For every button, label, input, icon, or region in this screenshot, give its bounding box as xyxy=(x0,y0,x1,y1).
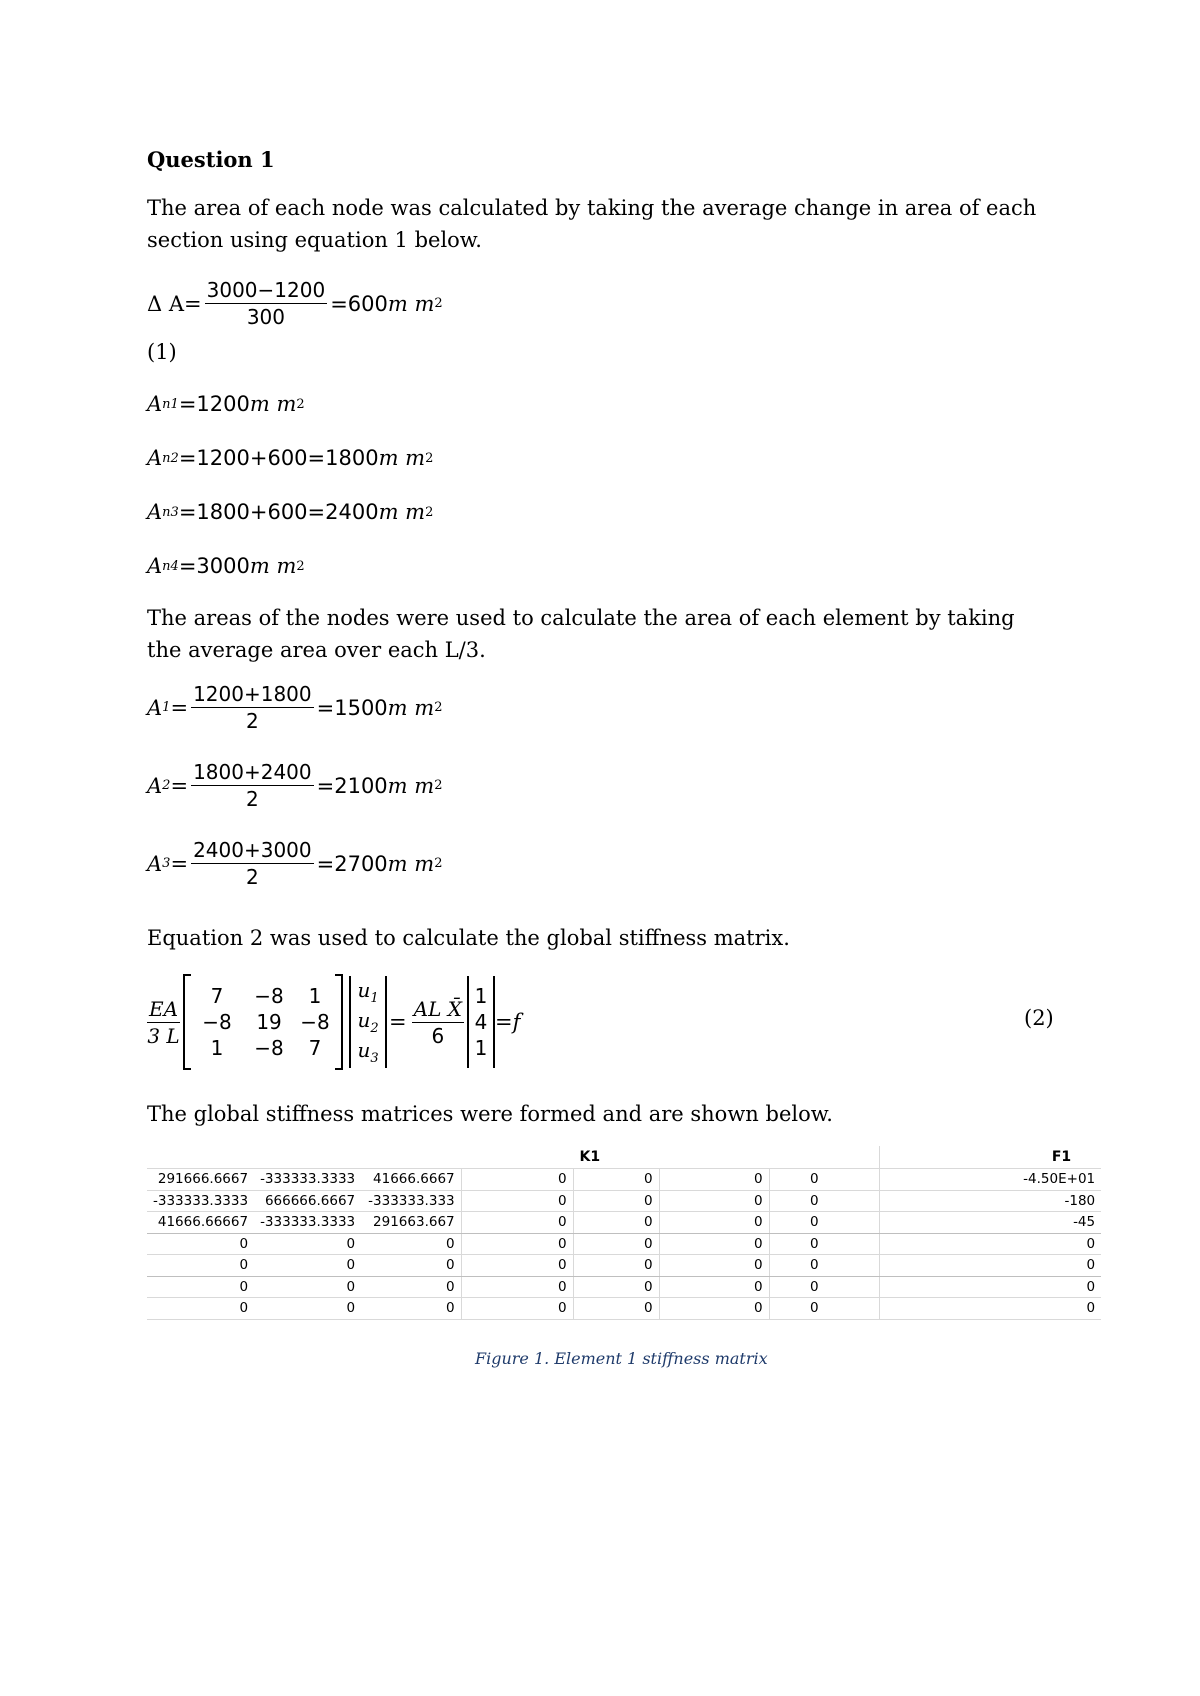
table-cell: 0 xyxy=(361,1298,461,1320)
figure-caption: Figure 1. Element 1 stiffness matrix xyxy=(475,1349,768,1368)
stiffness-table xyxy=(147,1146,1101,1320)
table-cell: -333333.3333 xyxy=(254,1212,361,1234)
eq1-unit: m m xyxy=(387,291,435,316)
node-area-expression: =3000 xyxy=(178,554,250,578)
eq1-number: (1) xyxy=(147,340,177,364)
node-area-exponent: 2 xyxy=(296,396,305,412)
eq2-rhs-denominator: 6 xyxy=(431,1023,445,1048)
table-cell: 0 xyxy=(461,1169,573,1191)
matrix-right-bracket xyxy=(335,974,343,1070)
table-cell: 0 xyxy=(769,1233,879,1255)
matrix-cell: 1 xyxy=(210,1036,224,1060)
table-cell: 0 xyxy=(573,1255,659,1277)
element-area-2 xyxy=(147,760,442,811)
table-row xyxy=(147,1212,1101,1234)
element-area-symbol: A xyxy=(147,773,163,798)
table-cell: 0 xyxy=(659,1212,769,1234)
matrix-cell: −8 xyxy=(300,1010,330,1034)
table-row xyxy=(147,1233,1101,1255)
matrix-cell: 7 xyxy=(210,984,224,1008)
element-area-equals: = xyxy=(170,851,189,876)
element-area-denominator: 2 xyxy=(245,787,259,811)
vector-u-cell: $u_1$ xyxy=(357,978,379,1006)
table-row xyxy=(147,1276,1101,1298)
node-area-subscript: n2 xyxy=(162,450,179,466)
table-cell: 0 xyxy=(573,1190,659,1212)
node-area-subscript: n4 xyxy=(162,558,179,574)
matrix-cell: 7 xyxy=(308,1036,322,1060)
table-cell: 0 xyxy=(461,1212,573,1234)
eq2-number: (2) xyxy=(1024,1006,1054,1030)
table-cell: 0 xyxy=(461,1276,573,1298)
table-cell: 0 xyxy=(147,1298,254,1320)
eq1-result: =600 xyxy=(330,291,388,316)
node-area-exponent: 2 xyxy=(296,558,305,574)
eq1-lhs: Δ A xyxy=(147,291,185,316)
node-area-expression: =1200+600=1800 xyxy=(178,446,379,470)
node-area-unit: m m xyxy=(378,500,426,524)
load-vector-cell: 1 xyxy=(474,984,488,1008)
element-area-denominator: 2 xyxy=(245,709,259,733)
stiffness-matrix xyxy=(191,984,335,1060)
table-cell: 0 xyxy=(573,1276,659,1298)
table-row xyxy=(147,1190,1101,1212)
table-cell: -45 xyxy=(879,1212,1101,1234)
table-cell: 0 xyxy=(147,1276,254,1298)
table-cell: 0 xyxy=(659,1190,769,1212)
element-area-equals: = xyxy=(170,695,189,720)
table-row xyxy=(147,1255,1101,1277)
node-area-symbol: A xyxy=(147,554,163,578)
node-area-expression: =1200 xyxy=(178,392,250,416)
table-cell: 0 xyxy=(879,1298,1101,1320)
stiffness-table-container xyxy=(147,1146,1101,1320)
node-area-subscript: n1 xyxy=(162,396,179,412)
table-cell: 0 xyxy=(254,1255,361,1277)
stiffness-paragraph: Equation 2 was used to calculate the global stiffness matrix. xyxy=(147,926,790,950)
table-cell: 0 xyxy=(254,1276,361,1298)
element-area-1 xyxy=(147,682,442,733)
node-area-symbol: A xyxy=(147,446,163,470)
table-cell: 0 xyxy=(573,1233,659,1255)
table-cell: 0 xyxy=(769,1169,879,1191)
k1-header: K1 xyxy=(147,1146,879,1169)
eq2-coefficient xyxy=(147,997,180,1048)
eq1-unit-exponent: 2 xyxy=(434,296,443,311)
load-vector-cell: 1 xyxy=(474,1036,488,1060)
matrix-left-bracket xyxy=(183,974,191,1070)
table-cell: 0 xyxy=(659,1276,769,1298)
element-area-result: =2100 xyxy=(316,773,388,798)
element-area-numerator: 1200+1800 xyxy=(193,682,312,706)
displacement-vector xyxy=(349,976,387,1068)
table-cell: 0 xyxy=(879,1233,1101,1255)
table-cell: -180 xyxy=(879,1190,1101,1212)
table-cell: 291666.6667 xyxy=(147,1169,254,1191)
table-cell: -333333.333 xyxy=(361,1190,461,1212)
node-area-expression: =1800+600=2400 xyxy=(178,500,379,524)
eq2-tail: =f xyxy=(494,1010,521,1034)
node-area-unit: m m xyxy=(249,554,297,578)
table-cell: 0 xyxy=(659,1169,769,1191)
eq2-rhs-coefficient xyxy=(412,997,464,1048)
matrix-cell: −8 xyxy=(254,1036,284,1060)
element-area-paragraph: The areas of the nodes were used to calculate the area of each element by taking the average area over each L/3. xyxy=(147,606,1015,662)
node-area-exponent: 2 xyxy=(425,450,434,466)
table-cell: 0 xyxy=(361,1276,461,1298)
table-cell: 0 xyxy=(659,1233,769,1255)
question-heading: Question 1 xyxy=(147,147,275,172)
table-cell: 41666.6667 xyxy=(361,1169,461,1191)
table-cell: 0 xyxy=(769,1298,879,1320)
table-cell: 0 xyxy=(879,1255,1101,1277)
element-area-3 xyxy=(147,838,442,889)
table-cell: 0 xyxy=(361,1233,461,1255)
eq1-fraction xyxy=(205,278,328,329)
element-area-subscript: 1 xyxy=(162,700,171,715)
table-cell: 0 xyxy=(573,1169,659,1191)
table-cell: 0 xyxy=(254,1233,361,1255)
table-cell: 0 xyxy=(769,1190,879,1212)
table-cell: 0 xyxy=(769,1212,879,1234)
vector-u-cell: $u_2$ xyxy=(357,1008,379,1036)
eq2-rhs-numerator: AL X̄ xyxy=(413,996,462,1021)
table-body xyxy=(147,1169,1101,1320)
element-area-result: =1500 xyxy=(316,695,388,720)
matrix-cell: 1 xyxy=(308,984,322,1008)
node-area-2 xyxy=(147,446,433,470)
element-area-exponent: 2 xyxy=(434,778,443,793)
table-cell: -333333.3333 xyxy=(147,1190,254,1212)
table-cell: 0 xyxy=(147,1255,254,1277)
element-area-unit: m m xyxy=(387,851,435,876)
load-vector-cell: 4 xyxy=(474,1010,488,1034)
element-area-equals: = xyxy=(170,773,189,798)
table-cell: 0 xyxy=(659,1255,769,1277)
element-area-unit: m m xyxy=(387,695,435,720)
element-area-exponent: 2 xyxy=(434,700,443,715)
table-cell: 0 xyxy=(573,1298,659,1320)
node-area-4 xyxy=(147,554,305,578)
eq2-coef-numerator: EA xyxy=(149,996,179,1021)
table-cell: 0 xyxy=(461,1298,573,1320)
table-row xyxy=(147,1169,1101,1191)
table-cell: 0 xyxy=(461,1255,573,1277)
eq2-equals: = xyxy=(389,1010,407,1034)
table-cell: 0 xyxy=(461,1233,573,1255)
node-area-exponent: 2 xyxy=(425,504,434,520)
table-cell: 291663.667 xyxy=(361,1212,461,1234)
matrix-cell: −8 xyxy=(202,1010,232,1034)
f1-header: F1 xyxy=(879,1146,1101,1169)
node-area-3 xyxy=(147,500,433,524)
eq1-denominator: 300 xyxy=(246,305,285,329)
node-area-unit: m m xyxy=(378,446,426,470)
table-cell: 0 xyxy=(769,1276,879,1298)
element-area-numerator: 2400+3000 xyxy=(193,838,312,862)
element-area-fraction xyxy=(191,682,314,733)
table-cell: 0 xyxy=(147,1233,254,1255)
vector-u-cell: $u_3$ xyxy=(357,1038,379,1066)
equation-2 xyxy=(147,972,520,1072)
table-row xyxy=(147,1298,1101,1320)
table-cell: 0 xyxy=(573,1212,659,1234)
element-area-result: =2700 xyxy=(316,851,388,876)
node-area-unit: m m xyxy=(249,392,297,416)
node-area-subscript: n3 xyxy=(162,504,179,520)
element-area-symbol: A xyxy=(147,695,163,720)
intro-paragraph: The area of each node was calculated by taking the average change in area of each section using equation 1 below. xyxy=(147,196,1037,252)
element-area-denominator: 2 xyxy=(245,865,259,889)
element-area-symbol: A xyxy=(147,851,163,876)
matrix-cell: 19 xyxy=(256,1010,282,1034)
node-area-symbol: A xyxy=(147,392,163,416)
element-area-unit: m m xyxy=(387,773,435,798)
eq2-coef-denominator: 3 L xyxy=(147,1023,180,1048)
eq1-equals: = xyxy=(184,291,202,316)
table-cell: 0 xyxy=(659,1298,769,1320)
eq1-numerator: 3000−1200 xyxy=(206,278,326,302)
element-area-fraction xyxy=(191,838,314,889)
element-area-exponent: 2 xyxy=(434,856,443,871)
element-area-subscript: 3 xyxy=(162,856,171,871)
table-cell: 0 xyxy=(361,1255,461,1277)
element-area-numerator: 1800+2400 xyxy=(193,760,312,784)
table-cell: 0 xyxy=(254,1298,361,1320)
table-cell: -4.50E+01 xyxy=(879,1169,1101,1191)
table-cell: 666666.6667 xyxy=(254,1190,361,1212)
load-vector xyxy=(467,976,495,1068)
table-cell: -333333.3333 xyxy=(254,1169,361,1191)
element-area-fraction xyxy=(191,760,314,811)
table-cell: 0 xyxy=(461,1190,573,1212)
table-cell: 41666.66667 xyxy=(147,1212,254,1234)
table-cell: 0 xyxy=(879,1276,1101,1298)
node-area-symbol: A xyxy=(147,500,163,524)
table-cell: 0 xyxy=(769,1255,879,1277)
equation-1 xyxy=(147,278,443,329)
element-area-subscript: 2 xyxy=(162,778,171,793)
node-area-1 xyxy=(147,392,305,416)
matrix-cell: −8 xyxy=(254,984,284,1008)
matrices-paragraph: The global stiffness matrices were formed and are shown below. xyxy=(147,1102,833,1126)
